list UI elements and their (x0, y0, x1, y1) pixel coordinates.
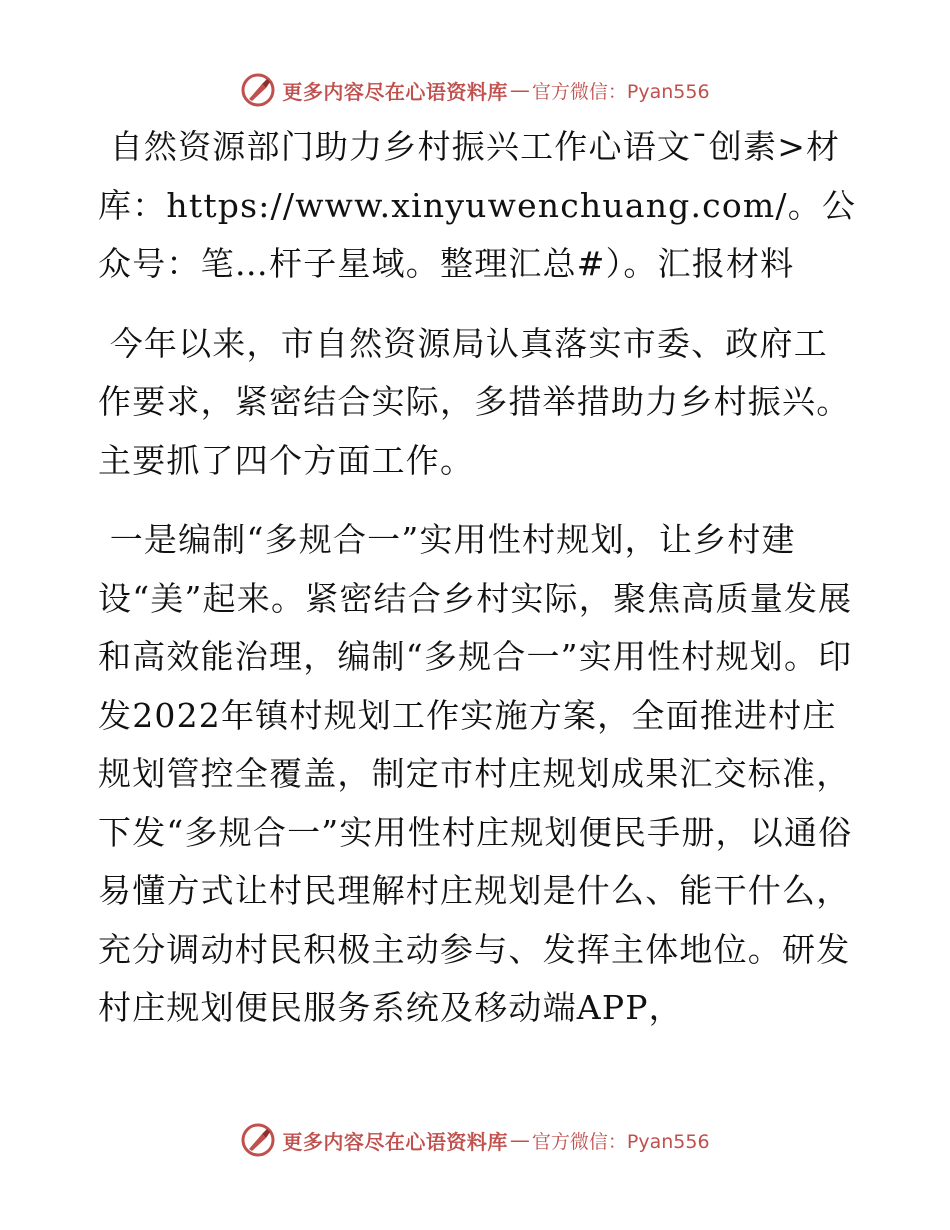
banner-wechat: 官方微信：Pyan556 (531, 80, 710, 103)
paragraph-section-one: 一是编制“多规合一”实用性村规划，让乡村建设“美”起来。紧密结合乡村实际，聚焦高质量发展和高效能治理，编制“多规合一”实用性村规划。印发2022年镇村规划工作实施方案，全面推进村庄规划管控全覆盖，制定市村庄规划成果汇交标准，下发“多规合一”实用性村庄规划便民手册，以通俗易懂方式让村民理解村庄规划是什么、能干什么，充分调动村民积极主动参与、发挥主体地位。研发村庄规划便民服务系统及移动端APP， (98, 520, 853, 1027)
banner-wechat: 官方微信：Pyan556 (531, 1130, 710, 1153)
pen-nib-icon (240, 72, 276, 108)
header-banner (0, 68, 950, 112)
document-body (98, 118, 858, 1059)
banner-text: 更多内容尽在心语资料库 (282, 1129, 508, 1154)
banner-dash: — (509, 78, 530, 102)
banner-text: 更多内容尽在心语资料库 (282, 79, 508, 104)
paragraph-intro: 今年以来，市自然资源局认真落实市委、政府工作要求，紧密结合实际，多措举措助力乡村振兴。主要抓了四个方面工作。 (98, 323, 851, 480)
banner-dash: — (509, 1128, 530, 1152)
pen-nib-icon (240, 1122, 276, 1158)
paragraph-title: 自然资源部门助力乡村振兴工作心语文¯创素>材库：https://www.xinyuwenchuang.com/。公众号：笔…杆子星域。整理汇总#）。汇报材料 (98, 127, 857, 283)
footer-banner (0, 1118, 950, 1162)
